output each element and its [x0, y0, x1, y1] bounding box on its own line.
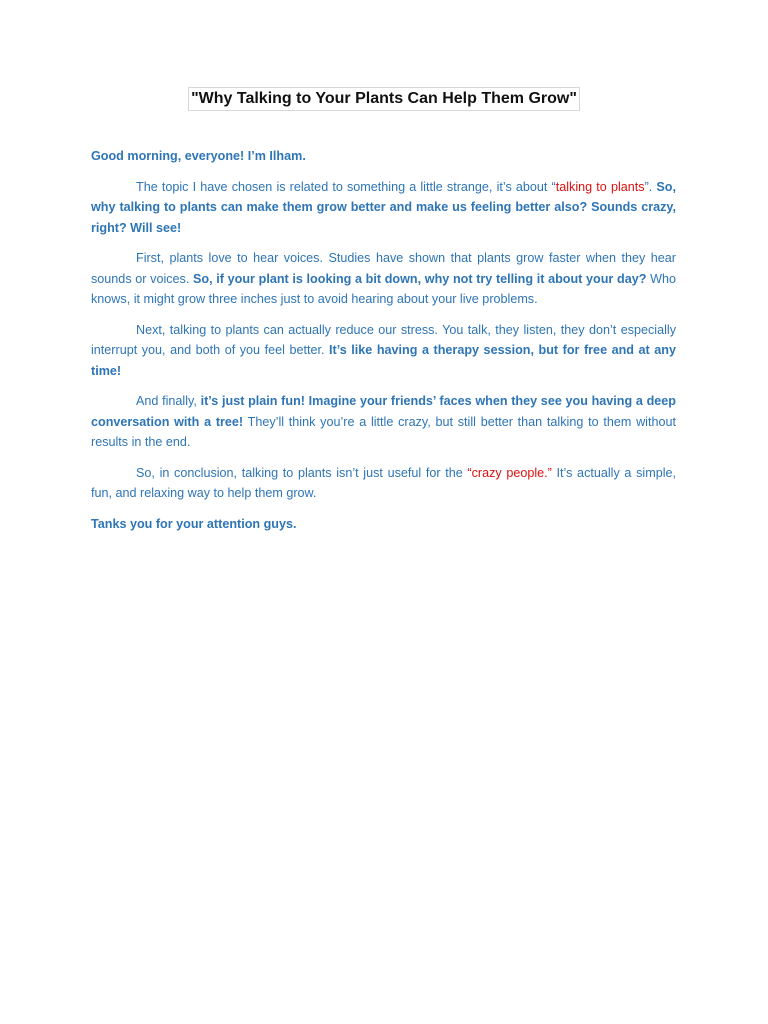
third-point-text: And finally, [136, 394, 201, 408]
conclusion-text: So, in conclusion, talking to plants isn’t just useful for the [136, 465, 468, 480]
document-body [91, 146, 676, 544]
third-point-bold: it’s just plain fun! Imagine your friends’ faces when they see you having a deep conversation with a tree! [91, 394, 676, 429]
second-point-bold: It’s like having a therapy session, but for free and at any time! [91, 343, 676, 378]
second-point-paragraph [91, 320, 676, 382]
closing-paragraph: Tanks you for your attention guys. [91, 516, 297, 531]
conclusion-paragraph [91, 463, 676, 504]
conclusion-text-end: It’s actually a simple, fun, and relaxing way to help them grow. [91, 465, 676, 500]
intro-text: The topic I have chosen is related to something a little strange, it’s about “ [136, 179, 556, 194]
first-point-text: First, plants love to hear voices. Studies have shown that plants grow faster when they hear sounds or voices. [91, 251, 676, 286]
first-point-text-end: Who knows, it might grow three inches just to avoid hearing about your live problems. [91, 271, 676, 306]
third-point-text-end: They’ll think you’re a little crazy, but still better than talking to them without results in the end. [91, 414, 676, 449]
first-point-bold: So, if your plant is looking a bit down, why not try telling it about your day? [193, 271, 647, 286]
first-point-paragraph [91, 248, 676, 310]
second-point-text: Next, talking to plants can actually reduce our stress. You talk, they listen, they don’t especially interrupt you, and both of you feel better. [91, 322, 676, 357]
document-title: "Why Talking to Your Plants Can Help Them Grow" [188, 87, 580, 111]
third-point-paragraph [91, 391, 676, 453]
conclusion-highlight: “crazy people.” [467, 465, 552, 480]
intro-highlight: talking to plants [555, 179, 645, 194]
title-container [0, 87, 768, 111]
greeting-paragraph: Good morning, everyone! I’m Ilham. [91, 149, 306, 163]
intro-bold: So, why talking to plants can make them grow better and make us feeling better also? Sounds crazy, right? Will see! [91, 179, 676, 235]
intro-text-end: ”. [644, 179, 657, 194]
intro-paragraph [91, 177, 676, 239]
